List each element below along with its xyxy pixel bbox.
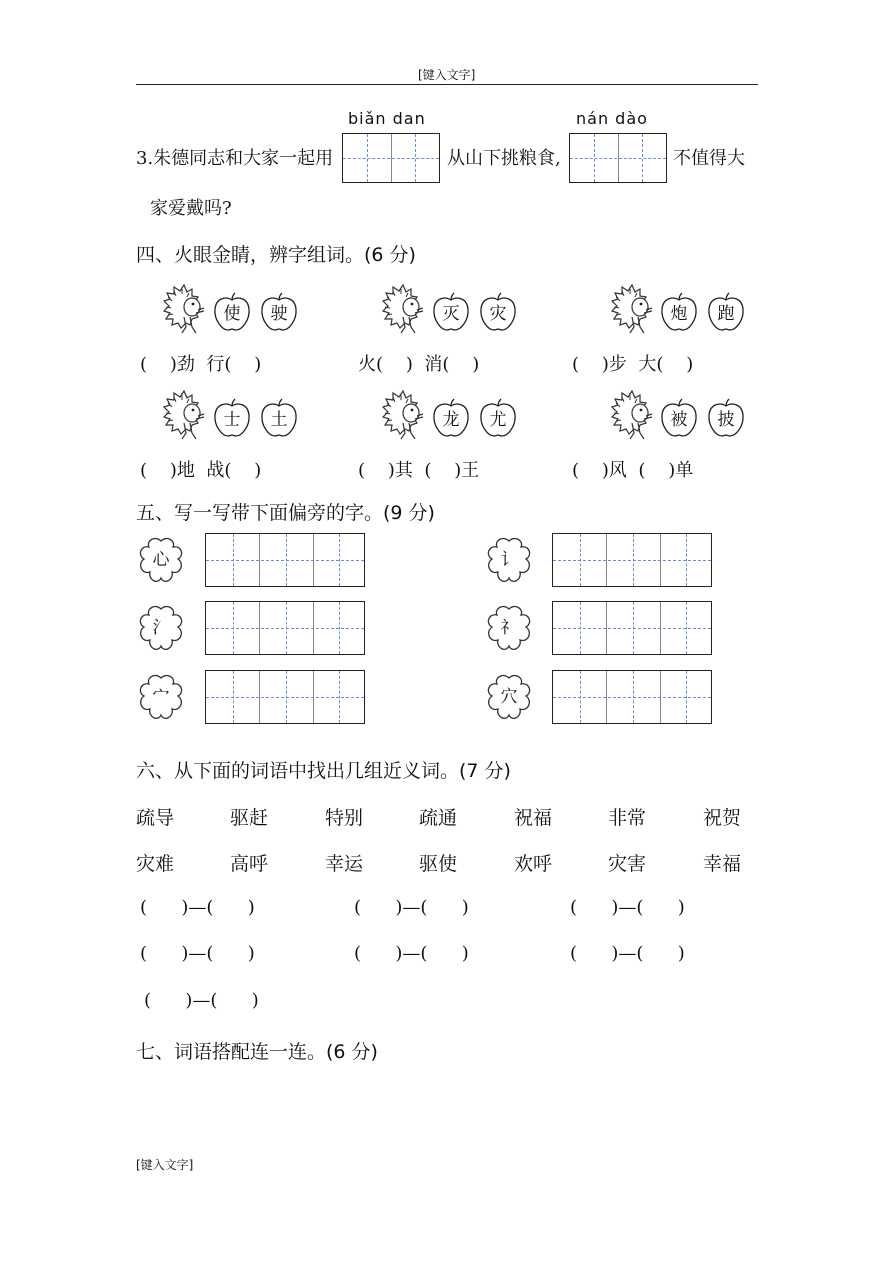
apple-icon (659, 292, 699, 332)
apple-char: 披 (717, 410, 735, 430)
vocab-word: 幸福 (703, 853, 742, 875)
hedgehog-icon (381, 387, 425, 441)
flower-radical-icon (136, 535, 186, 585)
flower-radical-icon (484, 535, 534, 585)
writing-grid[interactable] (205, 601, 365, 655)
vocab-word: 非常 (608, 807, 647, 829)
apple-icon (478, 398, 518, 438)
apple-icon (259, 292, 299, 332)
apple-icon (431, 292, 471, 332)
writing-grid[interactable] (205, 533, 365, 587)
flower-radical-icon (484, 672, 534, 722)
hedgehog-icon (162, 387, 206, 441)
vocab-word: 高呼 (230, 853, 269, 875)
apple-char: 土 (270, 410, 288, 430)
fill-row[interactable]: 火( ) 消( ) (358, 354, 480, 375)
section-6-title: 六、从下面的词语中找出几组近义词。(7 分) (136, 760, 511, 782)
q3-writing-box-1[interactable] (342, 133, 440, 183)
hedgehog-icon (162, 281, 206, 335)
writing-grid[interactable] (552, 670, 712, 724)
fill-row[interactable]: ( )其 ( )王 (358, 460, 480, 481)
synonym-pair-blank[interactable]: ( )—( ) (570, 943, 685, 964)
vocab-word: 祝贺 (703, 807, 742, 829)
vocab-word: 幸运 (325, 853, 364, 875)
section-7-title: 七、词语搭配连一连。(6 分) (136, 1041, 378, 1063)
apple-char: 灭 (442, 304, 460, 324)
flower-radical-icon (484, 603, 534, 653)
radical-char: 宀 (152, 687, 170, 707)
apple-icon (212, 292, 252, 332)
header-rule (136, 84, 758, 85)
q3-suffix: 不值得大 (673, 148, 745, 169)
apple-char: 灾 (489, 304, 507, 324)
q3-prefix: 3.朱德同志和大家一起用 (136, 148, 334, 169)
apple-char: 使 (223, 304, 241, 324)
radical-char: 讠 (500, 550, 518, 570)
synonym-pair-blank[interactable]: ( )—( ) (354, 943, 469, 964)
section-4-title: 四、火眼金睛，辨字组词。(6 分) (136, 244, 416, 266)
apple-char: 被 (670, 410, 688, 430)
apple-icon (259, 398, 299, 438)
vocab-word: 疏通 (419, 807, 458, 829)
flower-radical-icon (136, 603, 186, 653)
fill-row[interactable]: ( )步 大( ) (572, 354, 694, 375)
q3-writing-box-2[interactable] (569, 133, 667, 183)
apple-icon (706, 398, 746, 438)
page-footer: [键入文字] (136, 1158, 194, 1172)
fill-row[interactable]: ( )地 战( ) (140, 460, 262, 481)
apple-char: 龙 (442, 410, 460, 430)
section-5-title: 五、写一写带下面偏旁的字。(9 分) (136, 502, 435, 524)
hedgehog-icon (610, 281, 654, 335)
q3-line2: 家爱戴吗? (150, 198, 232, 219)
synonym-pair-blank[interactable]: ( )—( ) (144, 990, 259, 1011)
apple-char: 士 (223, 410, 241, 430)
vocab-word: 驱使 (419, 853, 458, 875)
radical-char: 礻 (500, 618, 518, 638)
apple-icon (431, 398, 471, 438)
synonym-pair-blank[interactable]: ( )—( ) (570, 897, 685, 918)
apple-icon (212, 398, 252, 438)
apple-icon (478, 292, 518, 332)
page-header: [键入文字] (418, 68, 476, 82)
apple-char: 炮 (670, 304, 688, 324)
q3-pinyin-2: nán dào (576, 109, 648, 128)
apple-char: 跑 (717, 304, 735, 324)
apple-char: 驶 (270, 304, 288, 324)
writing-grid[interactable] (552, 533, 712, 587)
vocab-word: 欢呼 (514, 853, 553, 875)
synonym-pair-blank[interactable]: ( )—( ) (354, 897, 469, 918)
synonym-pair-blank[interactable]: ( )—( ) (140, 943, 255, 964)
synonym-pair-blank[interactable]: ( )—( ) (140, 897, 255, 918)
vocab-word: 灾害 (608, 853, 647, 875)
hedgehog-icon (381, 281, 425, 335)
radical-char: 氵 (152, 618, 170, 638)
radical-char: 穴 (500, 687, 518, 707)
vocab-word: 特别 (325, 807, 364, 829)
vocab-word: 疏导 (136, 807, 175, 829)
fill-row[interactable]: ( )风 ( )单 (572, 460, 694, 481)
writing-grid[interactable] (205, 670, 365, 724)
q3-middle: 从山下挑粮食, (447, 148, 561, 169)
vocab-word: 祝福 (514, 807, 553, 829)
vocab-word: 灾难 (136, 853, 175, 875)
apple-char: 尤 (489, 410, 507, 430)
q3-pinyin-1: biǎn dan (348, 109, 426, 128)
fill-row[interactable]: ( )劲 行( ) (140, 354, 262, 375)
writing-grid[interactable] (552, 601, 712, 655)
hedgehog-icon (610, 387, 654, 441)
flower-radical-icon (136, 672, 186, 722)
vocab-word: 驱赶 (230, 807, 269, 829)
apple-icon (706, 292, 746, 332)
radical-char: 心 (152, 550, 170, 570)
apple-icon (659, 398, 699, 438)
